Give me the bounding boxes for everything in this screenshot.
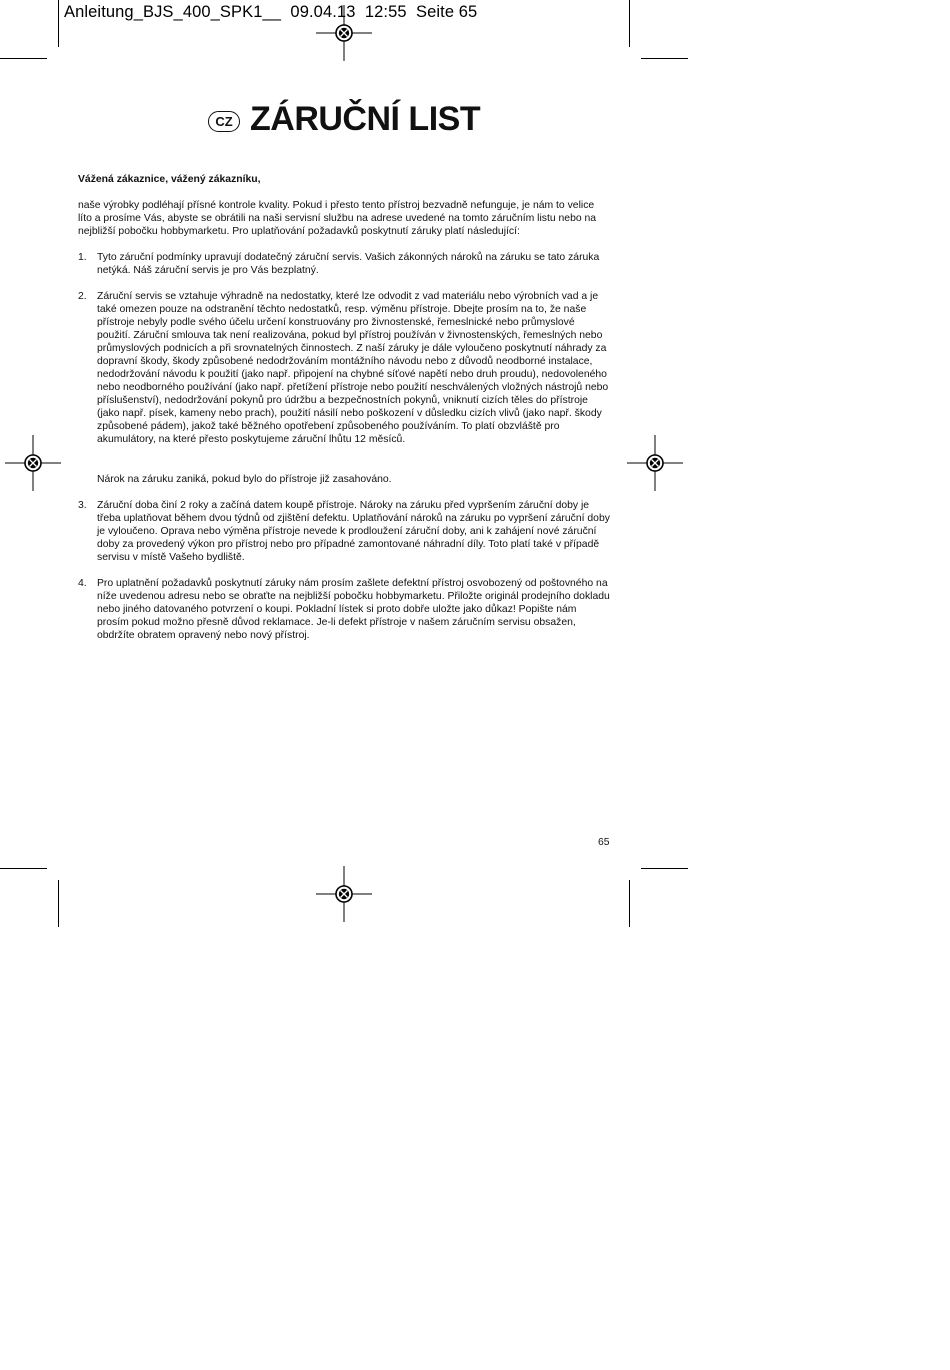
- list-item-1: [78, 251, 610, 277]
- list-item-4: [78, 577, 610, 642]
- greeting: Vážená zákaznice, vážený zákazníku,: [78, 174, 261, 185]
- page-title: ZÁRUČNÍ LIST: [250, 100, 481, 138]
- list-item-text: Záruční servis se vztahuje výhradně na nedostatky, které lze odvodit z vad materiálu nebo výrobních vad a je také omezen pouze na odstranění těchto nedostatků, resp. výměnu přístroje. Dbejte prosím na to, že naše přístroje nebyly podle svého účelu určení konstruovány pro živnostenské, řemeslnické nebo průmyslové použití. Záruční smlouva tak není realizována, pokud byl přístroj používán v živnostenských, řemeslných nebo průmyslových podnicích a při srovnatelných činnostech. Z naší záruky je dále vyloučeno poskytnutí náhrady za dopravní škody, škody způsobené nedodržováním montážního návodu nebo z důvodů neodborné instalace, nedodržování návodu k použití (jako např. připojení na chybné síťové napětí nebo druh proudu), nedovoleného nebo neodborného používání (jako např. přetížení přístroje nebo použití neschválených vložných nástrojů nebo příslušenství), nedodržování pokynů pro údržbu a bezpečnostních pokynů, vniknutí cizích těles do přístroje (jako např. písek, kameny nebo prach), použití násilí nebo poškození v důsledku cizích vlivů (jako např. škody způsobené pádem), jakož také běžného opotřebení způsobeného používáním. To platí obzvláště pro akumulátory, na které přesto poskytujeme záruční lhůtu 12 měsíců.: [97, 291, 609, 445]
- list-item-text: Tyto záruční podmínky upravují dodatečný záruční servis. Vašich zákonných nároků na záruku se tato záruka netýká. Náš záruční servis je pro Vás bezplatný.: [97, 252, 600, 276]
- list-item-number: 3.: [78, 500, 87, 511]
- list-item-2-note: Nárok na záruku zaniká, pokud bylo do přístroje již zasahováno.: [97, 474, 392, 485]
- list-item-3: [78, 499, 610, 564]
- list-item-text: Pro uplatnění požadavků poskytnutí záruky nám prosím zašlete defektní přístroj osvobozený od poštovného na níže uvedenou adresu nebo se obraťte na nejbližší pobočku hobbymarketu. Přiložte originál prodejního dokladu nebo jiného datovaného potvrzení o koupi. Pokladní lístek si proto dobře uložte jako důkaz! Popište nám prosím pokud možno přesně důvod reklamace. Je-li defekt přístroje v našem záručním servisu obsažen, obdržíte obratem opravený nebo nový přístroj.: [97, 578, 610, 641]
- list-item-text: Záruční doba činí 2 roky a začíná datem koupě přístroje. Nároky na záruku před vypršením záruční doby je třeba uplatňovat během dvou týdnů od zjištění defektu. Uplatňování nároků na záruku po vypršení záruční doby je vyloučeno. Oprava nebo výměna přístroje nevede k prodloužení záruční doby, ani k zahájení nové záruční doby za provedený výkon pro přístroj nebo pro případné zamontované náhradní díly. Toto platí také v případě servisu v místě Vašeho bydliště.: [97, 500, 610, 563]
- registration-mark-top-icon: [316, 5, 372, 61]
- list-item-number: 1.: [78, 252, 87, 263]
- crop-mark-top-left-vertical: [58, 0, 59, 47]
- registration-mark-right-icon: [627, 435, 683, 491]
- intro-paragraph: naše výrobky podléhají přísné kontrole kvality. Pokud i přesto tento přístroj bezvadně nefunguje, je nám to velice líto a prosíme Vás, abyste se obrátili na naši servisní službu na adrese uvedené na tomto záručním listu nebo na nejbližší pobočku hobbymarketu. Pro uplatňování požadavků poskytnutí záruky platí následující:: [78, 200, 597, 237]
- registration-mark-bottom-icon: [316, 866, 372, 922]
- registration-mark-left-icon: [5, 435, 61, 491]
- list-item-number: 4.: [78, 578, 87, 589]
- country-code-badge: CZ: [208, 111, 240, 132]
- crop-mark-top-right-vertical: [629, 0, 630, 47]
- crop-mark-bottom-left-vertical: [58, 880, 59, 927]
- crop-mark-bottom-left-horizontal: [0, 868, 47, 869]
- page-header: [208, 100, 480, 139]
- crop-mark-bottom-right-horizontal: [641, 868, 688, 869]
- list-item-number: 2.: [78, 291, 87, 302]
- crop-mark-top-right-horizontal: [641, 58, 688, 59]
- print-slug: Anleitung_BJS_400_SPK1__ 09.04.13 12:55 Seite 65: [64, 3, 478, 21]
- list-item-2: [78, 290, 610, 446]
- crop-mark-bottom-right-vertical: [629, 880, 630, 927]
- crop-mark-top-left-horizontal: [0, 58, 47, 59]
- page-number: 65: [598, 837, 610, 848]
